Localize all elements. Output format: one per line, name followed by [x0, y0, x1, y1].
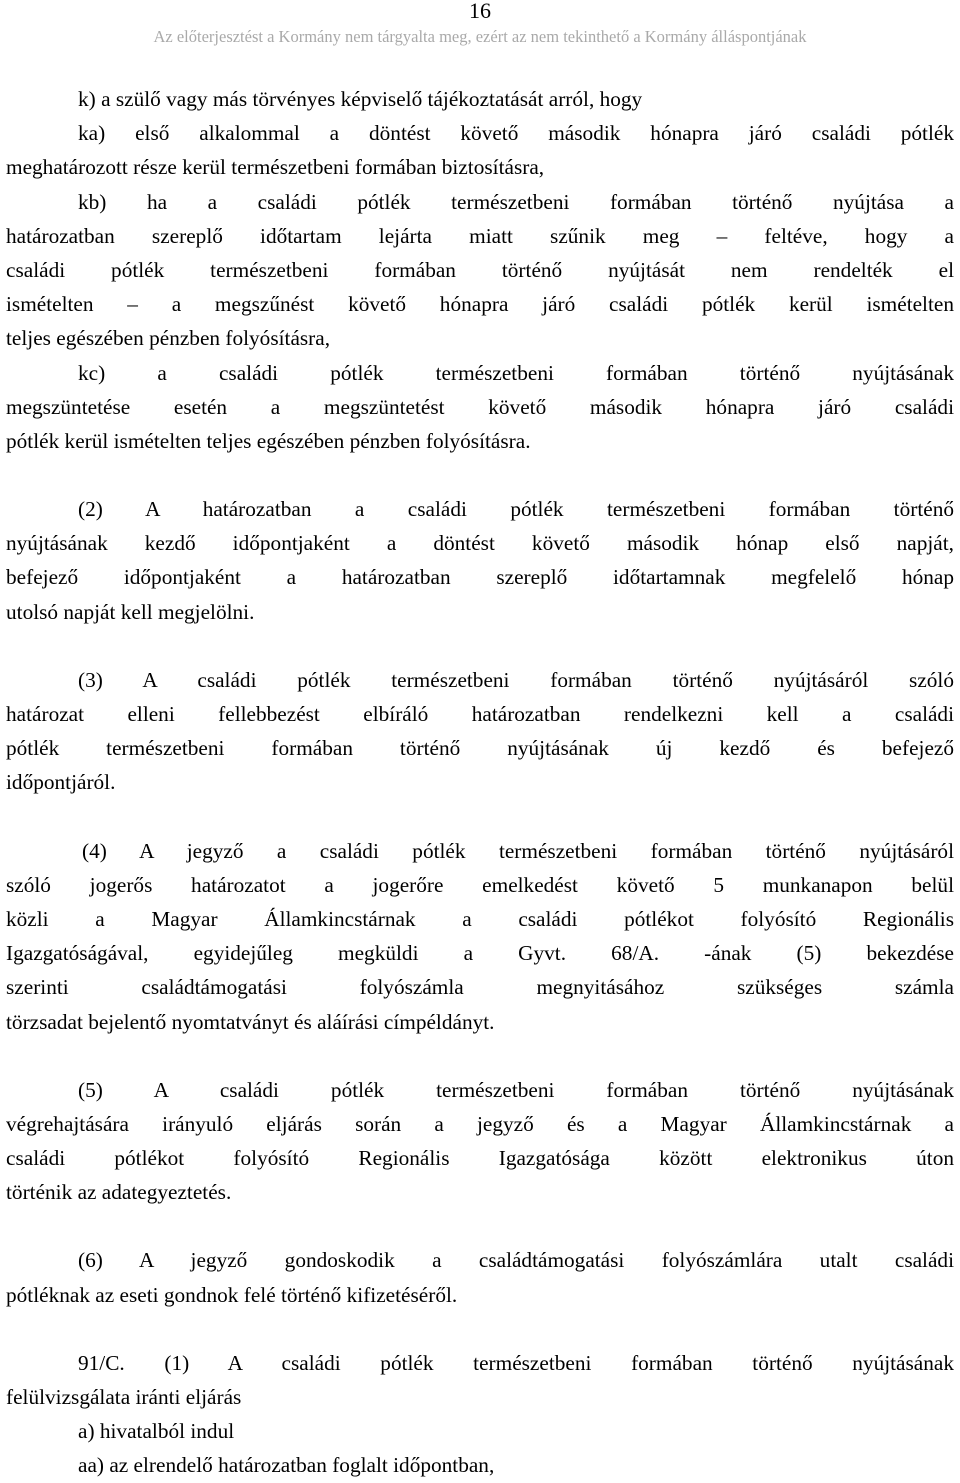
text-line: (5) A családi pótlék természetbeni formában történő nyújtásának	[78, 1077, 954, 1102]
text-line: végrehajtására irányuló eljárás során a jegyző és a Magyar Államkincstárnak a	[6, 1111, 954, 1136]
text-line: nyújtásának kezdő időpontjaként a döntést követő második hónap első napját,	[6, 531, 954, 556]
text-line: szerinti családtámogatási folyószámla megnyitásához szükséges számla	[6, 975, 954, 1000]
text-line: meghatározott része kerül természetbeni formában biztosításra,	[6, 155, 545, 180]
text-line: megszüntetése esetén a megszüntetést követő második hónapra járó családi	[6, 394, 954, 419]
text-line: történik az adategyeztetés.	[6, 1180, 232, 1205]
text-line: ismételten – a megszűnést követő hónapra járó családi pótlék kerül ismételten	[6, 292, 954, 317]
text-line: szóló jogerős határozatot a jogerőre emelkedést követő 5 munkanapon belül	[6, 872, 954, 897]
text-line: k) a szülő vagy más törvényes képviselő tájékoztatását arról, hogy	[78, 87, 643, 111]
text-line: a) hivatalból indul	[78, 1419, 235, 1444]
paragraph-5	[6, 1073, 954, 1210]
text-line: kc) a családi pótlék természetbeni formában történő nyújtásának	[78, 360, 954, 385]
paragraph-4	[6, 834, 954, 1039]
text-line: Igazgatóságával, egyidejűleg megküldi a Gyvt. 68/A. -ának (5) bekezdése	[6, 941, 954, 966]
text-line: felülvizsgálata iránti eljárás	[6, 1385, 242, 1409]
text-line: (3) A családi pótlék természetbeni formában történő nyújtásáról szóló	[78, 667, 954, 692]
text-line: családi pótlékot folyósító Regionális Igazgatósága között elektronikus úton	[6, 1146, 954, 1171]
text-line: időpontjáról.	[6, 770, 116, 795]
text-line: aa) az elrendelő határozatban foglalt időpontban,	[78, 1453, 495, 1478]
paragraph-2	[6, 492, 954, 629]
paragraph-6	[6, 1243, 954, 1311]
text-line: pótléknak az eseti gondnok felé történő kifizetéséről.	[6, 1282, 458, 1307]
text-line: családi pótlék természetbeni formában történő nyújtását nem rendelték el	[6, 257, 954, 282]
text-line: határozatban szereplő időtartam lejárta miatt szűnik meg – feltéve, hogy a	[6, 223, 954, 248]
text-line: 91/C. (1) A családi pótlék természetbeni formában történő nyújtásának	[78, 1350, 954, 1375]
text-line: befejező időpontjaként a határozatban szereplő időtartamnak megfelelő hónap	[6, 565, 954, 590]
page-number: 16	[469, 0, 491, 23]
text-line: ka) első alkalommal a döntést követő második hónapra járó családi pótlék	[78, 121, 954, 146]
paragraph-k	[6, 82, 954, 458]
text-line: (6) A jegyző gondoskodik a családtámogatási folyószámlára utalt családi	[78, 1248, 954, 1273]
text-line: határozat elleni fellebbezést elbíráló határozatban rendelkezni kell a családi	[6, 702, 954, 726]
text-line: utolsó napját kell megjelölni.	[6, 599, 255, 624]
text-line: pótlék természetbeni formában történő nyújtásának új kezdő és befejező	[6, 736, 954, 761]
text-line: (4) A jegyző a családi pótlék természetbeni formában történő nyújtásáról	[82, 838, 954, 863]
section-91c	[6, 1346, 954, 1483]
watermark-notice: Az előterjesztést a Kormány nem tárgyalta meg, ezért az nem tekinthető a Kormány álláspontjának	[153, 27, 807, 46]
paragraph-3	[6, 663, 954, 800]
text-line: teljes egészében pénzben folyósításra,	[6, 326, 331, 351]
text-line: törzsadat bejelentő nyomtatványt és aláírási címpéldányt.	[6, 1009, 495, 1034]
text-line: pótlék kerül ismételten teljes egészében pénzben folyósításra.	[6, 428, 531, 453]
text-line: kb) ha a családi pótlék természetbeni formában történő nyújtása a	[78, 189, 954, 214]
text-line: közli a Magyar Államkincstárnak a családi pótlékot folyósító Regionális	[6, 906, 954, 931]
text-line: (2) A határozatban a családi pótlék természetbeni formában történő	[78, 497, 954, 522]
document-body	[6, 82, 954, 1483]
